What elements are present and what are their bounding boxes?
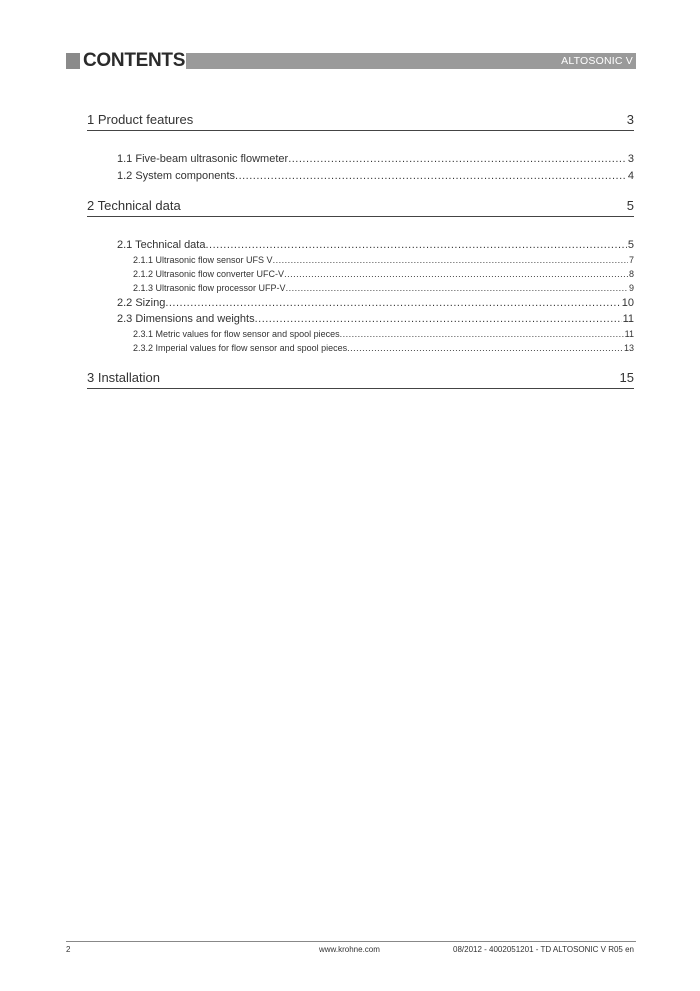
toc-entry-2-3-2[interactable] [133,342,634,354]
toc-chapter-label: 3 Installation [87,370,160,385]
toc-entry-label: 2.3 Dimensions and weights [117,313,255,325]
toc-entry-2-3[interactable] [117,312,634,326]
toc-entry-label: 2.1.3 Ultrasonic flow processor UFP-V [133,283,286,293]
toc-entry-2-1-2[interactable] [133,268,634,280]
toc-entry-2-3-1[interactable] [133,328,634,340]
toc-entry-2-1-1[interactable] [133,254,634,266]
dot-leader [255,312,622,326]
toc-entry-label: 2.3.1 Metric values for flow sensor and spool pieces [133,329,340,339]
header-square-mark [66,53,80,69]
page-header [66,50,636,71]
toc-entry-page: 5 [627,239,634,251]
toc-entry-page: 4 [627,170,634,182]
toc-chapter-page: 5 [626,198,634,213]
toc-entry-label: 2.3.2 Imperial values for flow sensor and spool pieces [133,343,348,353]
toc-entry-page: 11 [624,329,634,339]
toc-entry-page: 9 [628,283,634,293]
footer-website-link[interactable]: www.krohne.com [319,945,380,954]
dot-leader [205,238,626,252]
toc-entry-page: 11 [622,313,634,325]
toc-entry-1-1[interactable] [117,152,634,166]
toc-chapter-label: 2 Technical data [87,198,181,213]
dot-leader [273,254,628,266]
toc-entry-label: 1.1 Five-beam ultrasonic flowmeter [117,153,289,165]
toc-chapter-page: 3 [626,112,634,127]
toc-entry-label: 2.1 Technical data [117,239,206,251]
toc-entry-2-2[interactable] [117,296,634,310]
toc-entry-page: 8 [628,269,634,279]
product-name: ALTOSONIC V [561,55,633,67]
dot-leader [286,282,628,294]
footer-page-number: 2 [66,945,71,954]
footer-divider [66,941,636,942]
toc-entry-page: 10 [621,297,634,309]
dot-leader [235,169,627,183]
toc-chapter-3[interactable] [87,371,634,389]
page-title: CONTENTS [83,50,186,71]
toc-entry-2-1[interactable] [117,238,634,252]
toc-entry-page: 7 [628,255,634,265]
dot-leader [340,328,624,340]
dot-leader [288,152,627,166]
toc-chapter-1[interactable] [87,113,634,131]
toc-entry-page: 3 [627,153,634,165]
toc-entry-label: 1.2 System components [117,170,236,182]
footer-document-reference: 08/2012 - 4002051201 - TD ALTOSONIC V R05 en [453,945,634,954]
toc-chapter-page: 15 [619,370,634,385]
dot-leader [347,342,623,354]
toc-entry-label: 2.1.2 Ultrasonic flow converter UFC-V [133,269,285,279]
toc-entry-2-1-3[interactable] [133,282,634,294]
toc-chapter-label: 1 Product features [87,112,194,127]
header-bar [186,53,636,69]
toc-entry-page: 13 [623,343,634,353]
dot-leader [284,268,628,280]
dot-leader [165,296,620,310]
toc-entry-1-2[interactable] [117,169,634,183]
toc-entry-label: 2.1.1 Ultrasonic flow sensor UFS V [133,255,273,265]
toc-chapter-2[interactable] [87,199,634,217]
toc-entry-label: 2.2 Sizing [117,297,166,309]
